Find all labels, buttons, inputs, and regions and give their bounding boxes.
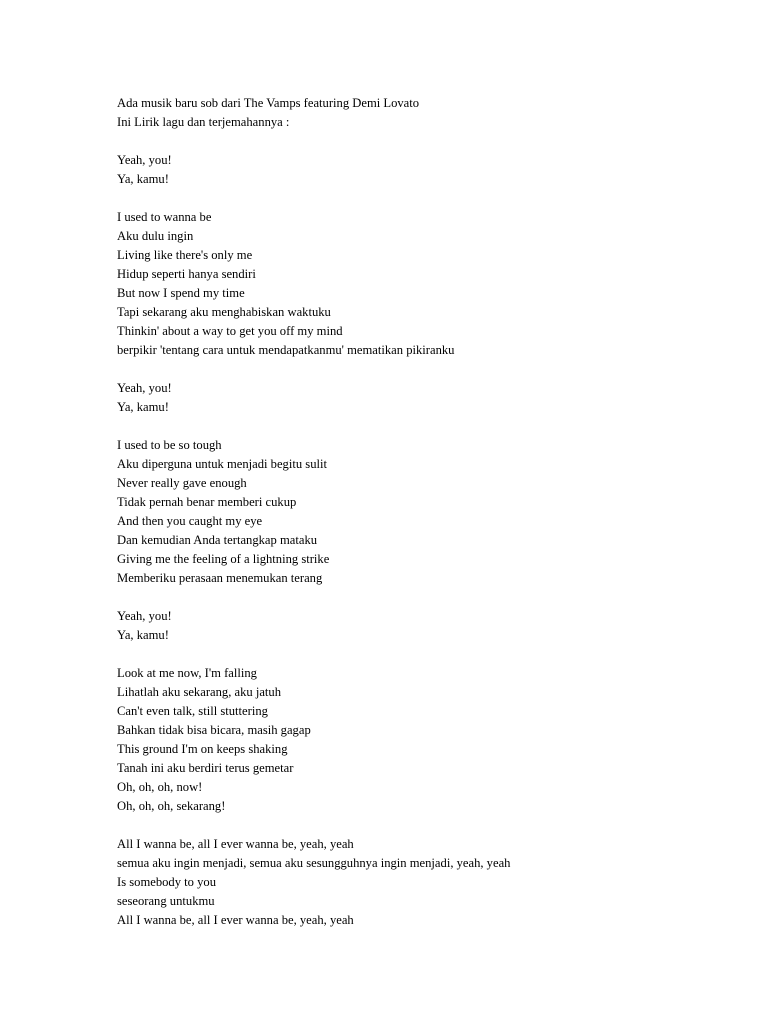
lyric-line: Memberiku perasaan menemukan terang bbox=[117, 571, 323, 585]
lyric-line: Yeah, you! bbox=[117, 609, 172, 623]
paragraph-gap bbox=[117, 588, 737, 607]
lyric-line: berpikir 'tentang cara untuk mendapatkanmu' mematikan pikiranku bbox=[117, 343, 455, 357]
lyric-line: But now I spend my time bbox=[117, 286, 245, 300]
intro-line: Ini Lirik lagu dan terjemahannya : bbox=[117, 115, 290, 129]
lyric-line: Yeah, you! bbox=[117, 381, 172, 395]
lyric-line: Ya, kamu! bbox=[117, 628, 169, 642]
lyric-line: All I wanna be, all I ever wanna be, yeah, yeah bbox=[117, 837, 354, 851]
paragraph-gap bbox=[117, 816, 737, 835]
paragraph-gap bbox=[117, 132, 737, 151]
lyrics-text-block bbox=[117, 94, 737, 930]
lyric-line: Never really gave enough bbox=[117, 476, 247, 490]
paragraph-gap bbox=[117, 189, 737, 208]
lyric-line: Thinkin' about a way to get you off my mind bbox=[117, 324, 343, 338]
lyric-line: Lihatlah aku sekarang, aku jatuh bbox=[117, 685, 282, 699]
lyric-line: Bahkan tidak bisa bicara, masih gagap bbox=[117, 723, 311, 737]
lyric-line: And then you caught my eye bbox=[117, 514, 263, 528]
lyric-line: Hidup seperti hanya sendiri bbox=[117, 267, 256, 281]
paragraph-gap bbox=[117, 360, 737, 379]
lyric-line: Oh, oh, oh, now! bbox=[117, 780, 203, 794]
paragraph-gap bbox=[117, 645, 737, 664]
lyric-line: This ground I'm on keeps shaking bbox=[117, 742, 288, 756]
lyric-line: Living like there's only me bbox=[117, 248, 253, 262]
lyric-line: All I wanna be, all I ever wanna be, yeah, yeah bbox=[117, 913, 354, 927]
lyric-line: Ya, kamu! bbox=[117, 400, 169, 414]
lyric-line: Dan kemudian Anda tertangkap mataku bbox=[117, 533, 318, 547]
lyric-line: Is somebody to you bbox=[117, 875, 216, 889]
lyric-line: I used to wanna be bbox=[117, 210, 212, 224]
lyric-line: Tanah ini aku berdiri terus gemetar bbox=[117, 761, 294, 775]
intro-line: Ada musik baru sob dari The Vamps featuring Demi Lovato bbox=[117, 96, 420, 110]
lyric-line: Oh, oh, oh, sekarang! bbox=[117, 799, 226, 813]
lyric-line: semua aku ingin menjadi, semua aku sesungguhnya ingin menjadi, yeah, yeah bbox=[117, 856, 511, 870]
lyric-line: Aku dulu ingin bbox=[117, 229, 194, 243]
lyric-line: Aku diperguna untuk menjadi begitu sulit bbox=[117, 457, 327, 471]
lyric-line: Ya, kamu! bbox=[117, 172, 169, 186]
lyric-line: seseorang untukmu bbox=[117, 894, 215, 908]
lyric-line: Can't even talk, still stuttering bbox=[117, 704, 268, 718]
lyric-line: Look at me now, I'm falling bbox=[117, 666, 257, 680]
lyric-line: Tapi sekarang aku menghabiskan waktuku bbox=[117, 305, 331, 319]
lyric-line: I used to be so tough bbox=[117, 438, 222, 452]
lyric-line: Giving me the feeling of a lightning strike bbox=[117, 552, 330, 566]
lyric-line: Yeah, you! bbox=[117, 153, 172, 167]
lyric-line: Tidak pernah benar memberi cukup bbox=[117, 495, 297, 509]
paragraph-gap bbox=[117, 417, 737, 436]
